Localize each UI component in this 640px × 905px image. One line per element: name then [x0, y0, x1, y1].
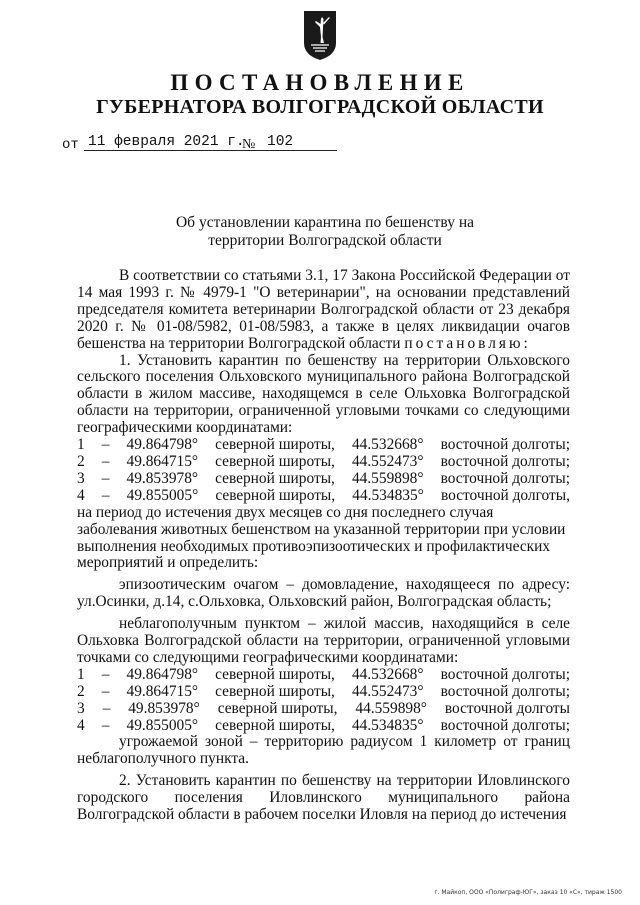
latitude-value: 49.853978°: [128, 699, 200, 717]
document-date: 11 февраля 2021 г.: [84, 134, 288, 151]
coordinate-dash: –: [101, 452, 110, 470]
document-issuer: ГУБЕРНАТОРА ВОЛГОГРАДСКОЙ ОБЛАСТИ: [96, 96, 544, 118]
coordinate-index: 2: [77, 452, 85, 470]
coordinate-index: 4: [77, 716, 85, 734]
coordinate-dash: –: [101, 436, 110, 454]
longitude-label: восточной долготы;: [440, 716, 570, 734]
latitude-value: 49.864715°: [126, 452, 199, 470]
decree-word: постановляю:: [404, 334, 531, 352]
latitude-value: 49.855005°: [126, 486, 199, 504]
latitude-label: северной широты,: [215, 486, 336, 504]
coordinate-row: [77, 471, 570, 488]
threatened-zone-paragraph: угрожаемой зоной – территорию радиусом 1 километр от границ неблагополучного пункта.: [77, 733, 570, 768]
coordinate-row: [77, 454, 570, 471]
document-number: 102: [257, 134, 337, 151]
longitude-label: восточной долготы;: [440, 682, 570, 700]
latitude-value: 49.853978°: [126, 469, 199, 487]
document-title: ПОСТАНОВЛЕНИЕ: [170, 70, 470, 95]
intro-text: В соответствии со статьями 3.1, 17 Закона Российской Федерации от 14 мая 1993 г. № 4979-1 "О ветеринарии", на основании представлений председателя комитета ветеринарии Волгоградской области от 23 декабря 2020 г. № 01-08/5982, 01-08/5983, а также в целях ликвидации очагов бешенства на территории Волгоградской области: [77, 267, 570, 352]
printer-imprint: г. Майкоп, ООО «Полиграф-ЮГ», заказ 10 «С», тираж 1500: [434, 889, 622, 896]
longitude-value: 44.534835°: [352, 486, 424, 504]
longitude-value: 44.532668°: [351, 436, 424, 454]
coordinate-row: [77, 488, 570, 505]
document-meta: [62, 134, 362, 158]
latitude-label: северной широты,: [215, 452, 335, 470]
coordinate-dash: –: [102, 699, 111, 717]
latitude-label: северной широты,: [215, 665, 335, 683]
longitude-label: восточной долготы;: [440, 665, 570, 683]
coordinates-list-2: [77, 667, 570, 735]
longitude-value: 44.552473°: [351, 682, 424, 700]
coordinate-index: 4: [77, 486, 85, 504]
document-body: [77, 268, 570, 824]
longitude-value: 44.532668°: [351, 665, 424, 683]
coordinate-row: [77, 718, 570, 735]
latitude-label: северной широты,: [215, 716, 335, 734]
item-1-paragraph: 1. Установить карантин по бешенству на территории Ольховского сельского поселения Ольховского муниципального района Волгоградской области в жилом массиве, находящемся в селе Ольховка Волгоградской области на территории, ограниченной угловыми точками со следующими географическими координатами:: [77, 351, 570, 437]
coordinate-index: 2: [77, 682, 85, 700]
item-1-end: на период до истечения двух месяцев со дня последнего случая заболевания животных бешенством на указанной территории при условии выполнения необходимых противоэпизоотических и профилактических мероприятий и определить:: [77, 503, 566, 572]
latitude-value: 49.864798°: [126, 665, 199, 683]
coordinates-list-1: [77, 437, 570, 505]
coordinate-index: 1: [77, 436, 85, 454]
coordinate-index: 3: [77, 699, 85, 717]
latitude-label: северной широты,: [217, 699, 338, 717]
intro-paragraph: [77, 268, 570, 353]
coordinate-index: 1: [77, 665, 85, 683]
latitude-value: 49.864715°: [126, 682, 199, 700]
unfavorable-point-paragraph: неблагополучным пунктом – жилой массив, находящийся в селе Ольховка Волгоградской области на территории, ограниченной угловыми точками со следующими географическими координатами:: [77, 615, 570, 666]
epizootic-focus-paragraph: эпизоотическим очагом – домовладение, находящееся по адресу: ул.Осинки, д.14, с.Ольховка, Ольховский район, Волгоградская область;: [77, 576, 570, 611]
coordinate-row: [77, 437, 570, 454]
latitude-label: северной широты,: [215, 469, 335, 487]
longitude-label: восточной долготы,: [440, 486, 570, 504]
volgograd-coat-of-arms-icon: [302, 9, 338, 61]
coordinate-dash: –: [101, 682, 110, 700]
longitude-label: восточной долготы: [444, 699, 570, 717]
coordinate-dash: –: [101, 469, 110, 487]
longitude-value: 44.559898°: [351, 469, 424, 487]
latitude-value: 49.855005°: [126, 716, 199, 734]
document-subject: Об установлении карантина по бешенству на территории Волгоградской области: [175, 214, 474, 249]
coordinate-dash: –: [101, 486, 110, 504]
coordinate-row: [77, 684, 570, 701]
latitude-label: северной широты,: [215, 436, 335, 454]
longitude-value: 44.534835°: [351, 716, 424, 734]
coordinate-dash: –: [101, 665, 110, 683]
longitude-value: 44.552473°: [351, 452, 424, 470]
latitude-label: северной широты,: [215, 682, 335, 700]
longitude-value: 44.559898°: [355, 699, 427, 717]
longitude-label: восточной долготы;: [440, 436, 570, 454]
coordinate-row: [77, 667, 570, 684]
coordinate-dash: –: [101, 716, 110, 734]
latitude-value: 49.864798°: [126, 436, 199, 454]
item-2-paragraph: 2. Установить карантин по бешенству на территории Иловлинского городского поселения Иловлинского муниципального района Волгоградской области в рабочем поселки Иловля на период до истечения: [77, 772, 570, 824]
longitude-label: восточной долготы;: [440, 469, 570, 487]
number-label: №: [242, 137, 256, 152]
coordinate-row: [77, 701, 570, 718]
coordinate-index: 3: [77, 469, 85, 487]
date-prefix-label: от: [62, 137, 79, 153]
longitude-label: восточной долготы;: [440, 452, 570, 470]
